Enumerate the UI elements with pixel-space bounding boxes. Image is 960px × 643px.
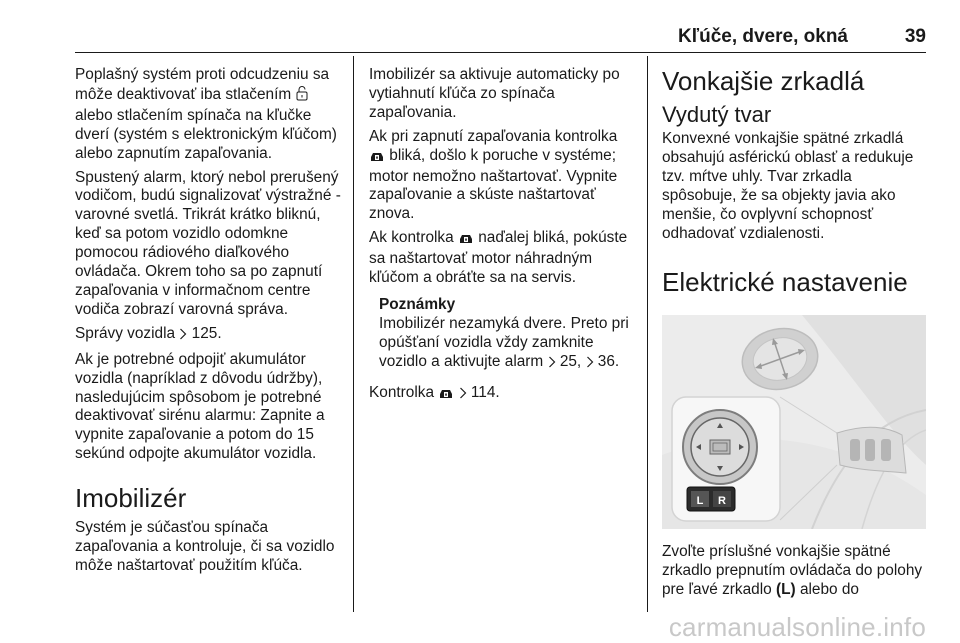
column-2 (369, 66, 637, 410)
paragraph-immobilizer-activation: Imobilizér sa aktivuje automaticky po vytiahnutí kľúča zo spínača zapaľovania. (369, 66, 620, 121)
page-reference-icon (459, 386, 467, 405)
paragraph-immobilizer-system: Systém je súčasťou spínača zapaľovania a kontroluje, či sa vozidlo môže naštartovať použitím kľúča. (75, 519, 335, 574)
paragraph-mirror-selection: Zvoľte príslušné vonkajšie spätné zrkadlo prepnutím ovládača do polohy pre ľavé zrkadlo (L) alebo do (662, 543, 923, 599)
paragraph-warning-light-reference: Kontrolka 114. (369, 384, 637, 405)
header-title: Kľúče, dvere, okná (678, 26, 848, 47)
heading-exterior-mirrors: Vonkajšie zrkadlá (662, 66, 865, 96)
mirror-control-figure (662, 315, 926, 529)
paragraph-vehicle-messages: Správy vozidla 125. (75, 325, 343, 346)
subheading-convex-shape: Vydutý tvar (662, 102, 772, 127)
page-reference-icon (179, 327, 187, 346)
page-reference[interactable]: 114. (470, 383, 500, 401)
paragraph-convex-mirrors: Konvexné vonkajšie spätné zrkadlá obsahujú asférickú oblasť a redukuje tzv. mŕtve uhly. Tvar zrkadla spôsobuje, že sa objekty javia ako menšie, čo ovplyvní schopnosť odhadovať vzdialenosti. (662, 130, 914, 242)
paragraph-warning-light-fault: Ak pri zapnutí zapaľovania kontrolka bliká, došlo k poruche v systéme; motor nemožno naštartovať. Vypnite zapaľovanie a skúste naštartovať znova. (369, 127, 618, 223)
page-reference-icon (548, 355, 556, 374)
footer-watermark: carmanualsonline.info (668, 612, 926, 642)
paragraph-alarm-deactivate: Poplašný systém proti odcudzeniu sa môže deaktivovať iba stlačením alebo stlačením spínača na kľučke dverí (systém s elektronickým kľúčom) alebo zapnutím zapaľovania. (75, 66, 337, 162)
heading-immobilizer: Imobilizér (75, 483, 187, 514)
unlock-icon (296, 85, 308, 107)
immobilizer-warning-icon (458, 231, 474, 250)
column-divider-1 (353, 56, 354, 612)
paragraph-spare-key: Ak kontrolka naďalej bliká, pokúste sa naštartovať motor náhradným kľúčom a obráťte sa na servis. (369, 229, 628, 287)
page-reference[interactable]: 36. (597, 352, 620, 370)
mirror-control-illustration (662, 315, 926, 529)
immobilizer-warning-icon (369, 149, 385, 168)
header-rule (75, 52, 926, 53)
column-3 (662, 66, 928, 605)
note-title: Poznámky (379, 295, 456, 313)
paragraph-battery: Ak je potrebné odpojiť akumulátor vozidla (napríklad z dôvodu údržby), nasledujúcim spôsobom je potrebné deaktivovať sirénu alarmu: Zapnite a vypnite zapaľovanie a potom do 15 sekúnd odpojte akumulátor vozidla. (75, 350, 325, 463)
column-1 (75, 66, 343, 581)
page-number: 39 (904, 26, 926, 47)
note-box (369, 296, 637, 374)
left-mirror-label: L (696, 495, 704, 508)
page-reference[interactable]: 25, (559, 352, 582, 370)
immobilizer-warning-icon (438, 386, 454, 405)
note-text: Imobilizér nezamyká dvere. Preto pri opúšťaní vozidla vždy zamknite vozidlo a aktivujte alarm 25, 36. (379, 315, 637, 374)
heading-electric-adjustment: Elektrické nastavenie (662, 267, 908, 298)
paragraph-alarm-signal: Spustený alarm, ktorý nebol prerušený vodičom, budú signalizovať výstražné - varovné svetlá. Trikrát krátko bliknú, keď sa potom vozidlo odomkne pomocou rádiového diaľkového ovládača. Okrem toho sa po zapnutí zapaľovania v informačnom centre vodiča zobrazí varovná správa. (75, 168, 341, 318)
page-reference-icon (586, 355, 594, 374)
column-divider-2 (647, 56, 648, 612)
right-mirror-label: R (718, 495, 726, 508)
page-reference[interactable]: 125. (191, 324, 222, 342)
